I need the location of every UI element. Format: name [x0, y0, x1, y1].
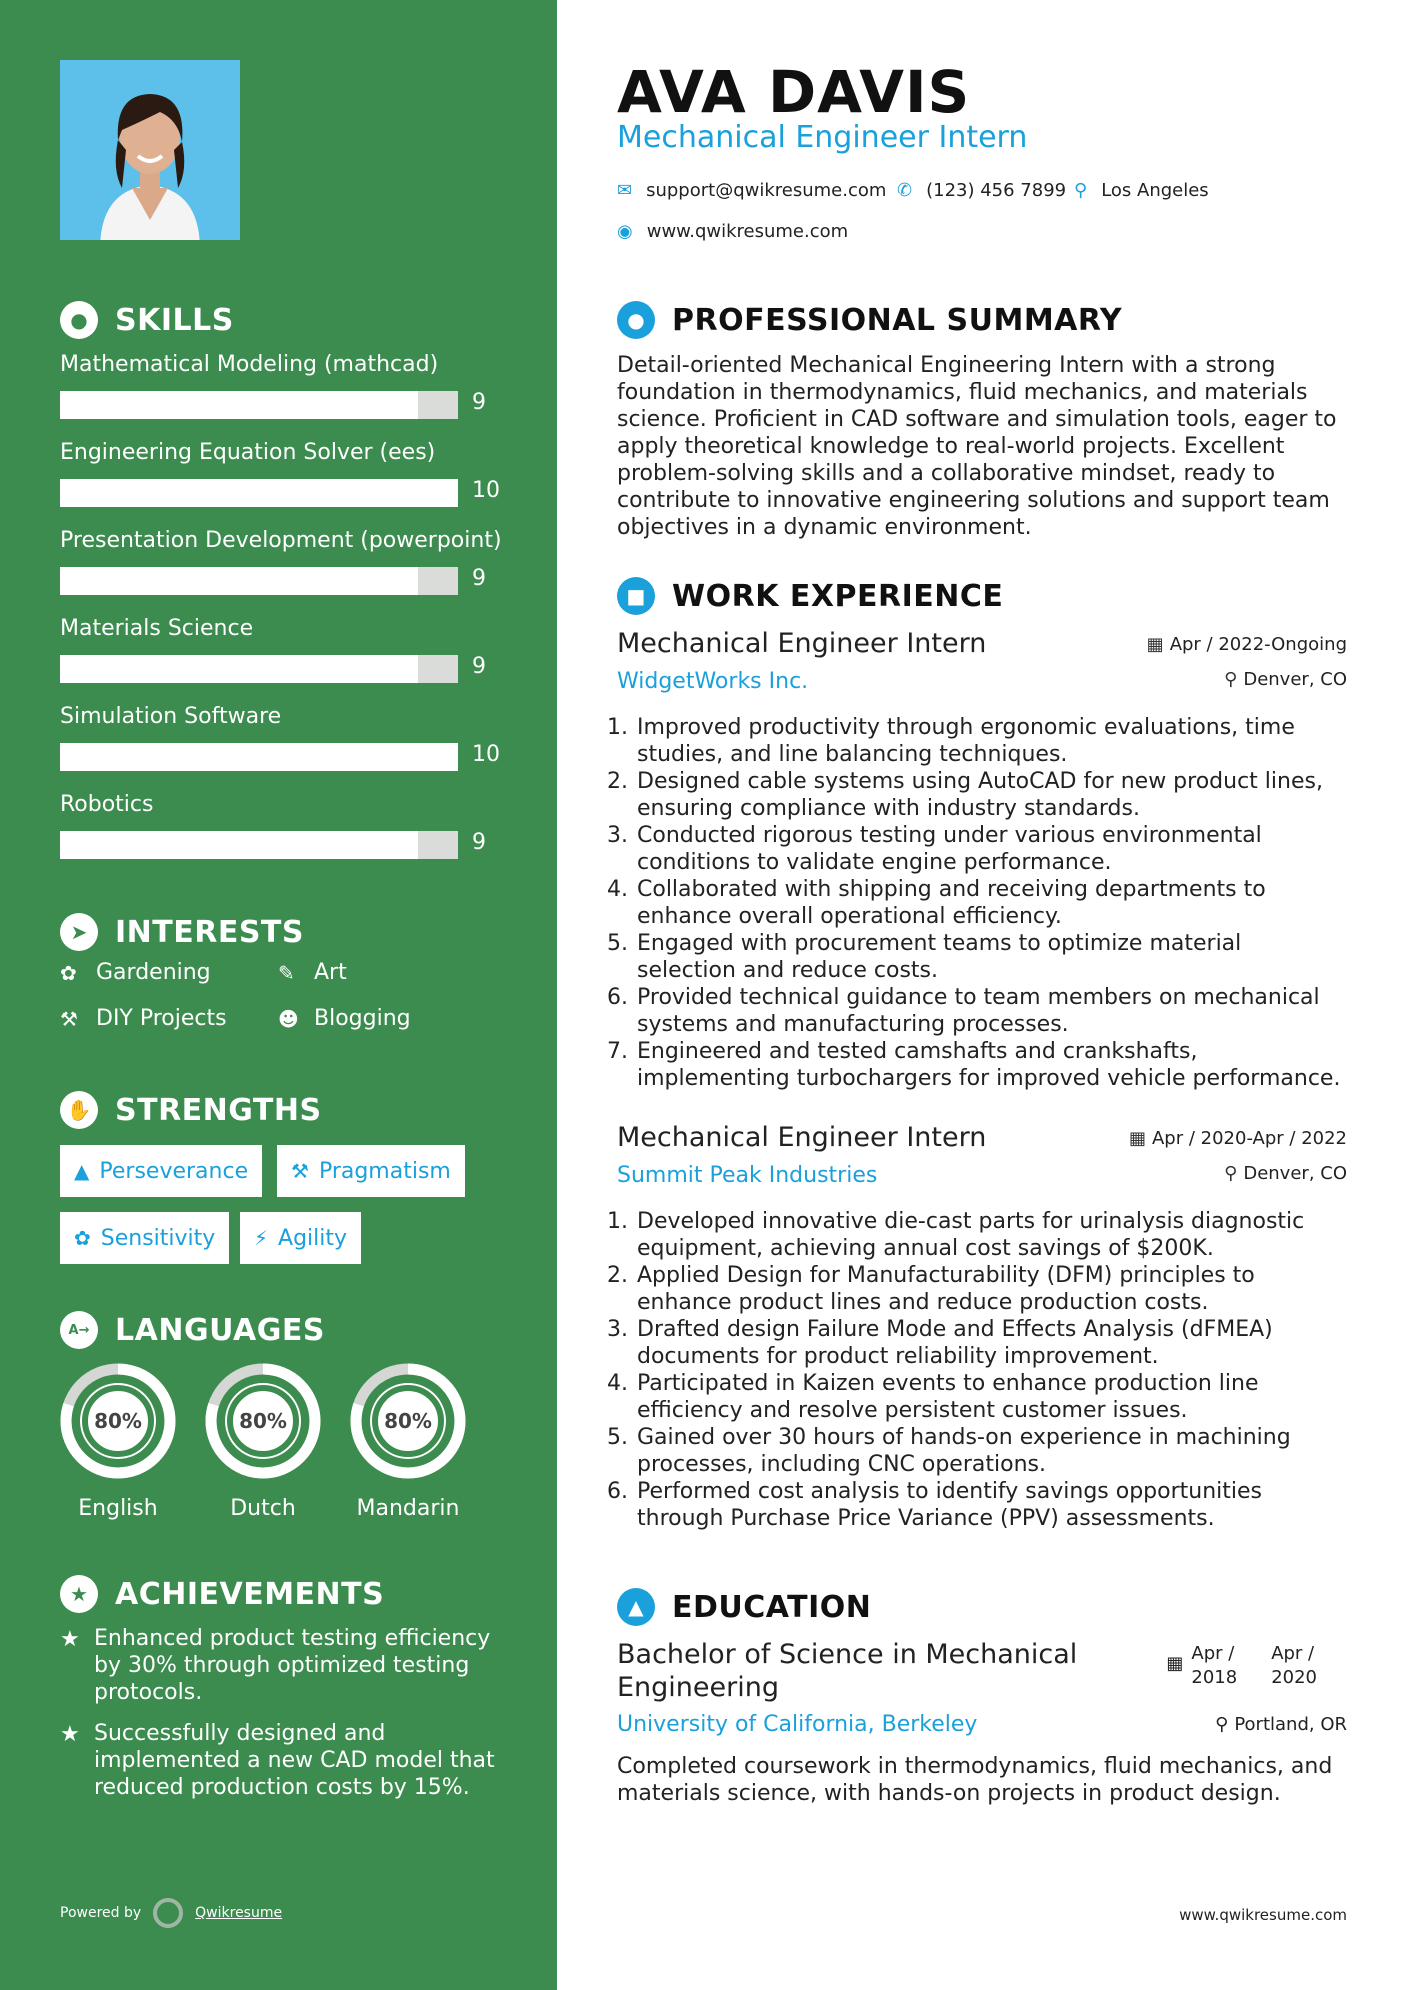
summary-title: PROFESSIONAL SUMMARY: [672, 302, 1123, 338]
job-bullet: 6. Performed cost analysis to identify savings opportunities through Purchase Price Variance (PPV) assessments.: [635, 1478, 1347, 1532]
job-entry: [617, 1122, 1347, 1532]
education-dates: [1166, 1642, 1317, 1690]
globe-icon: ◉: [617, 221, 633, 242]
degree-line-1: Bachelor of Science in Mechanical: [617, 1639, 1078, 1670]
interest-item: [278, 960, 347, 985]
job-location: [1224, 669, 1347, 690]
footer-url[interactable]: www.qwikresume.com: [1179, 1906, 1347, 1924]
skill-bar: [60, 831, 458, 859]
pushpin-icon: ⚲: [1224, 1163, 1238, 1184]
skill-name: Simulation Software: [60, 704, 282, 729]
star-badge-icon: ★: [60, 1575, 98, 1613]
strength-badge: [60, 1212, 229, 1264]
job-bullet: 1. Developed innovative die-cast parts for urinalysis diagnostic equipment, achieving annual cost savings of $200K.: [635, 1208, 1347, 1262]
location-text: Los Angeles: [1101, 180, 1209, 201]
bolt-icon: ⚡: [254, 1226, 269, 1250]
education-start: [1191, 1642, 1237, 1690]
education-location-text: Portland, OR: [1234, 1714, 1347, 1735]
experience-title: WORK EXPERIENCE: [672, 578, 1004, 614]
strength-label: Pragmatism: [318, 1158, 451, 1184]
strengths-heading: [60, 1090, 322, 1130]
education-description: Completed coursework in thermodynamics, fluid mechanics, and materials science, with hands-on projects in product design.: [617, 1754, 1333, 1806]
interest-item: [60, 1006, 227, 1031]
skills-title: SKILLS: [115, 302, 234, 338]
interest-item: [278, 1006, 411, 1031]
leaf-icon: ✿: [74, 1226, 91, 1250]
education-title: EDUCATION: [672, 1589, 872, 1625]
language-item: [200, 1358, 326, 1521]
envelope-icon: ✉: [617, 180, 633, 201]
skill-name: Materials Science: [60, 616, 254, 641]
skill-item: [60, 526, 520, 614]
avatar: [60, 60, 240, 240]
strength-label: Sensitivity: [100, 1225, 216, 1251]
skill-name: Presentation Development (powerpoint): [60, 528, 502, 553]
job-company: Summit Peak Industries: [617, 1163, 878, 1188]
education-end: [1271, 1642, 1317, 1690]
job-bullet: 6. Provided technical guidance to team members on mechanical systems and manufacturing processes.: [635, 984, 1347, 1038]
email-text: support@qwikresume.com: [646, 180, 887, 201]
interests-heading: [60, 912, 304, 952]
skill-item: [60, 614, 520, 702]
achievement-text: Enhanced product testing efficiency by 30% through optimized testing protocols.: [94, 1626, 491, 1705]
degree-line-2: Engineering: [617, 1672, 779, 1703]
wrench-icon: ⚒: [60, 1006, 78, 1031]
calendar-icon: ▦: [1128, 1128, 1146, 1149]
skill-bar-fill: [60, 655, 418, 683]
candidate-role: Mechanical Engineer Intern: [617, 120, 1028, 155]
achievements-list: [60, 1625, 510, 1815]
skills-heading: [60, 300, 234, 340]
skill-name: Robotics: [60, 792, 154, 817]
language-item: [55, 1358, 181, 1521]
language-name: Dutch: [230, 1496, 296, 1521]
qwikresume-logo-icon: [153, 1898, 183, 1928]
calendar-icon: ▦: [1166, 1653, 1184, 1674]
job-bullet: 5. Engaged with procurement teams to optimize material selection and reduce costs.: [635, 930, 1347, 984]
job-date: [1129, 1128, 1347, 1149]
skill-bar-fill: [60, 391, 418, 419]
user-icon: ●: [617, 301, 655, 339]
education-entry: [617, 1638, 1347, 1807]
brush-icon: ✎: [278, 960, 295, 985]
skill-bar-fill: [60, 831, 418, 859]
graduation-cap-icon: ▲: [617, 1588, 655, 1626]
skill-bar: [60, 391, 458, 419]
fist-icon: ✋: [60, 1091, 98, 1129]
skill-score: 9: [472, 654, 486, 679]
skill-score: 9: [472, 566, 486, 591]
strength-label: Perseverance: [99, 1158, 249, 1184]
skill-bar-fill: [60, 567, 418, 595]
job-bullet: 5. Gained over 30 hours of hands-on experience in machining processes, including CNC operations.: [635, 1424, 1347, 1478]
language-percent: 80%: [384, 1409, 432, 1433]
achievements-heading: [60, 1574, 384, 1614]
job-location-text: Denver, CO: [1243, 1163, 1347, 1184]
skill-name: Mathematical Modeling (mathcad): [60, 352, 439, 377]
website-text: www.qwikresume.com: [646, 221, 849, 242]
languages-title: LANGUAGES: [115, 1312, 325, 1348]
language-percent: 80%: [239, 1409, 287, 1433]
summary-heading: [617, 301, 1122, 339]
briefcase-icon: ■: [617, 577, 655, 615]
strengths-title: STRENGTHS: [115, 1092, 322, 1128]
skill-item: [60, 790, 520, 878]
language-icon: A→: [60, 1311, 98, 1349]
job-bullets: [617, 714, 1347, 1092]
achievement-item: [60, 1625, 510, 1706]
skill-bar-fill: [60, 743, 458, 771]
interest-item: [60, 960, 211, 985]
language-percent: 80%: [94, 1409, 142, 1433]
job-entry: [617, 628, 1347, 1092]
qwikresume-link[interactable]: Qwikresume: [195, 1905, 283, 1921]
job-company: WidgetWorks Inc.: [617, 669, 809, 694]
interest-label: Gardening: [96, 960, 211, 985]
sidebar: [0, 0, 557, 1990]
job-bullet: 1. Improved productivity through ergonomic evaluations, time studies, and line balancing techniques.: [635, 714, 1347, 768]
skill-bar: [60, 567, 458, 595]
achievement-text: Successfully designed and implemented a new CAD model that reduced production costs by 15%.: [94, 1721, 495, 1800]
strength-label: Agility: [278, 1225, 348, 1251]
contact-location: [1074, 180, 1209, 201]
phone-icon: ✆: [897, 180, 913, 201]
skills-list: [60, 350, 520, 878]
calendar-icon: ▦: [1146, 634, 1164, 655]
job-bullet: 2. Applied Design for Manufacturability (DFM) principles to enhance product lines and reduce production costs.: [635, 1262, 1347, 1316]
interest-label: Blogging: [314, 1006, 411, 1031]
start-year: 2018: [1191, 1667, 1238, 1688]
job-bullet: 7. Engineered and tested camshafts and crankshafts, implementing turbochargers for improved vehicle performance.: [635, 1038, 1347, 1092]
language-ring: [55, 1358, 181, 1484]
candidate-name: AVA DAVIS: [617, 58, 971, 126]
skill-score: 10: [472, 478, 500, 503]
education-location: [1215, 1714, 1347, 1735]
pushpin-icon: ⚲: [1224, 669, 1238, 690]
contact-email[interactable]: [617, 180, 886, 201]
skill-score: 9: [472, 390, 486, 415]
school-name: University of California, Berkeley: [617, 1712, 978, 1737]
star-icon: ★: [60, 1627, 80, 1652]
language-ring: [345, 1358, 471, 1484]
skill-item: [60, 702, 520, 790]
powered-by-label: Powered by: [60, 1905, 142, 1921]
languages-heading: [60, 1310, 325, 1350]
strength-badge: [60, 1145, 262, 1197]
job-location-text: Denver, CO: [1243, 669, 1347, 690]
gavel-icon: ⚒: [291, 1159, 309, 1183]
job-date-text: Apr / 2022-Ongoing: [1169, 634, 1347, 655]
pushpin-icon: ⚲: [1215, 1714, 1229, 1735]
powered-by: [60, 1898, 282, 1928]
interests-title: INTERESTS: [115, 914, 304, 950]
skill-item: [60, 438, 520, 526]
leaf-icon: ✿: [60, 960, 77, 985]
star-icon: ★: [60, 1722, 80, 1747]
contact-phone[interactable]: [897, 180, 1066, 201]
language-name: Mandarin: [356, 1496, 460, 1521]
skill-bar: [60, 655, 458, 683]
skill-score: 10: [472, 742, 500, 767]
skill-name: Engineering Equation Solver (ees): [60, 440, 436, 465]
strength-badge: [240, 1212, 361, 1264]
paper-plane-icon: ➤: [60, 913, 98, 951]
road-icon: ▲: [74, 1159, 90, 1183]
strength-badge: [277, 1145, 465, 1197]
skill-bar: [60, 479, 458, 507]
experience-heading: [617, 577, 1003, 615]
language-item: [345, 1358, 471, 1521]
map-pin-icon: ⚲: [1074, 180, 1088, 201]
job-bullet: 2. Designed cable systems using AutoCAD for new product lines, ensuring compliance with industry standards.: [635, 768, 1347, 822]
phone-text: (123) 456 7899: [926, 180, 1067, 201]
skill-bar-fill: [60, 479, 458, 507]
contact-website[interactable]: [617, 221, 848, 242]
start-month: Apr /: [1191, 1643, 1235, 1664]
end-month: Apr /: [1271, 1643, 1315, 1664]
achievements-title: ACHIEVEMENTS: [115, 1576, 385, 1612]
job-bullet: 4. Collaborated with shipping and receiving departments to enhance overall operational efficiency.: [635, 876, 1347, 930]
language-ring: [200, 1358, 326, 1484]
job-bullet: 3. Conducted rigorous testing under various environmental conditions to validate engine performance.: [635, 822, 1347, 876]
skill-score: 9: [472, 830, 486, 855]
job-date-text: Apr / 2020-Apr / 2022: [1151, 1128, 1347, 1149]
profile-photo: [60, 60, 240, 240]
education-heading: [617, 1588, 871, 1626]
job-title: Mechanical Engineer Intern: [617, 628, 987, 659]
job-bullet: 4. Participated in Kaizen events to enhance production line efficiency and resolve persistent customer issues.: [635, 1370, 1347, 1424]
skill-bar: [60, 743, 458, 771]
interest-label: DIY Projects: [96, 1006, 227, 1031]
interest-label: Art: [314, 960, 347, 985]
end-year: 2020: [1271, 1667, 1317, 1688]
summary-text: Detail-oriented Mechanical Engineering Intern with a strong foundation in thermodynamics, fluid mechanics, and materials science. Proficient in CAD software and simulation tools, eager to apply theoretical knowledge to real-world projects. Excellent problem-solving skills and a collaborative mindset, ready to contribute to innovative engineering solutions and support team objectives in a dynamic environment.: [617, 353, 1337, 540]
job-bullets: [617, 1208, 1347, 1532]
users-icon: ☻: [278, 1006, 299, 1031]
job-location: [1224, 1163, 1347, 1184]
lightbulb-icon: ●: [60, 301, 98, 339]
language-name: English: [78, 1496, 158, 1521]
job-bullet: 3. Drafted design Failure Mode and Effects Analysis (dFMEA) documents for product reliability improvement.: [635, 1316, 1347, 1370]
achievement-item: [60, 1720, 510, 1801]
job-title: Mechanical Engineer Intern: [617, 1122, 987, 1153]
job-date: [1147, 634, 1347, 655]
skill-item: [60, 350, 520, 438]
